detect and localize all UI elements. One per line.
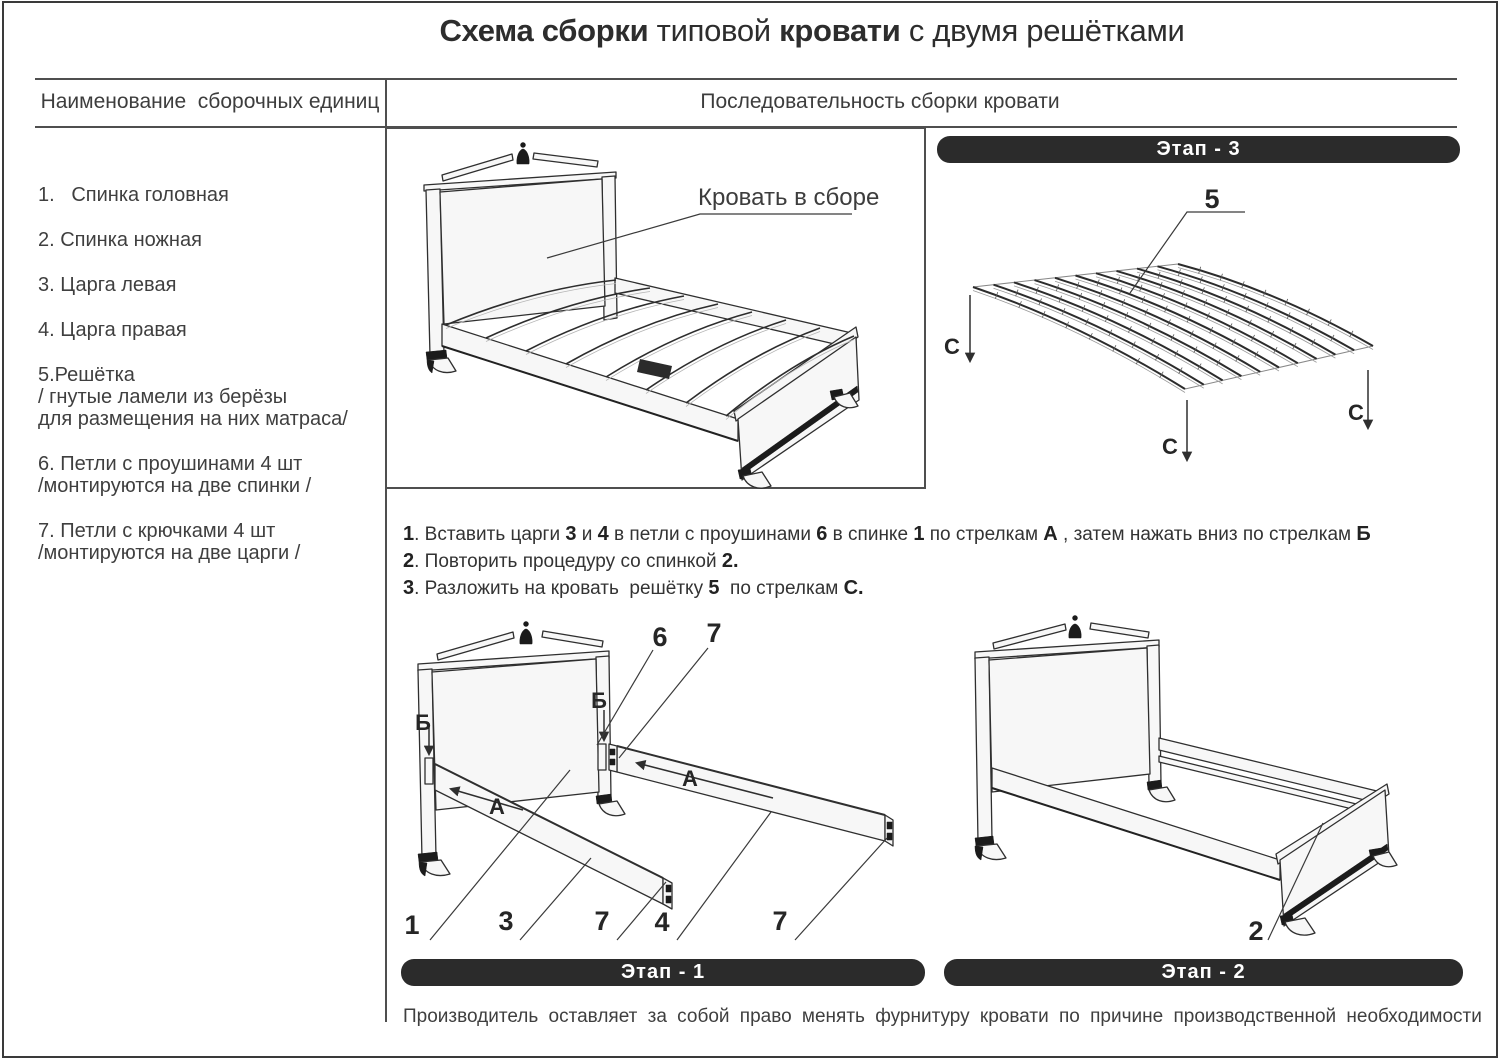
- hook-icon: [610, 759, 615, 765]
- hook-icon: [666, 896, 671, 903]
- finial-icon: [521, 143, 526, 148]
- assembled-bed-label: Кровать в сборе: [698, 184, 880, 211]
- parts-list-item: 1. Спинка головная: [38, 184, 229, 206]
- hinge-plate: [425, 758, 433, 784]
- stage2-bar: Этап - 2: [944, 959, 1463, 986]
- top-rule: [35, 78, 1457, 80]
- callout-7-leader: [619, 648, 708, 758]
- instruction-step: 1. Вставить царги 3 и 4 в петли с проушинами 6 в спинке 1 по стрелкам А , затем нажать вниз по стрелкам Б: [403, 523, 1371, 545]
- finial-icon: [524, 622, 529, 627]
- callout-label-7: 7: [772, 906, 788, 936]
- parts-list-item: 7. Петли с крючками 4 шт /монтируются на две царги /: [38, 520, 301, 564]
- hook-icon: [666, 885, 671, 892]
- center-badge: [637, 359, 672, 379]
- stage1-drawing: [395, 612, 935, 957]
- callout-label-2: 2: [1248, 916, 1264, 946]
- slat-grid: [973, 264, 1373, 393]
- callout-label-А: А: [682, 766, 698, 791]
- parts-list-item: 4. Царга правая: [38, 319, 187, 341]
- parts-list-item: 5.Решётка / гнутые ламели из берёзы для размещения на них матраса/: [38, 364, 348, 430]
- hook-icon: [887, 833, 892, 840]
- callout-label-7: 7: [594, 906, 610, 936]
- callout-label-С: С: [1348, 400, 1364, 425]
- side-rail-right: [609, 744, 893, 846]
- parts-list-item: 3. Царга левая: [38, 274, 177, 296]
- callout-label-Б: Б: [415, 710, 431, 735]
- stage1-bar: Этап - 1: [401, 959, 925, 986]
- callout-label-6: 6: [652, 622, 668, 652]
- headboard: [418, 622, 625, 877]
- sequence-column-header: Последовательность сборки кровати: [700, 90, 1060, 113]
- instruction-step: 3. Разложить на кровать решётку 5 по стрелкам С.: [403, 577, 864, 599]
- parts-list-item: 2. Спинка ножная: [38, 229, 202, 251]
- hook-icon: [610, 749, 615, 755]
- callout-label-4: 4: [654, 907, 670, 937]
- finial-icon: [1073, 616, 1078, 621]
- assembled-bed-drawing: [386, 128, 926, 486]
- callout-label-1: 1: [404, 910, 420, 940]
- parts-list: [38, 184, 380, 587]
- stage3-drawing: [935, 163, 1465, 483]
- callout-label-3: 3: [498, 906, 514, 936]
- instruction-step: 2. Повторить процедуру со спинкой 2.: [403, 550, 739, 572]
- page-title: Схема сборки типовой кровати с двумя решётками: [439, 13, 1185, 48]
- stage2-drawing: [945, 612, 1465, 957]
- callout-label-7: 7: [706, 618, 722, 648]
- callout-label-С: С: [944, 334, 960, 359]
- callout-label-5: 5: [1204, 184, 1220, 214]
- stage3-bar: Этап - 3: [937, 136, 1460, 163]
- callout-label-С: С: [1162, 434, 1178, 459]
- callout-4-leader: [677, 812, 771, 940]
- assembly-instructions: [403, 521, 1465, 602]
- parts-column-header: Наименование сборочных единиц: [40, 90, 380, 113]
- manufacturer-note: Производитель оставляет за собой право менять фурнитуру кровати по причине производственной необходимости: [403, 1006, 1482, 1027]
- callout-3-leader: [520, 858, 591, 940]
- parts-list-item: 6. Петли с проушинами 4 шт /монтируются на две спинки /: [38, 453, 312, 497]
- hinge-plate: [598, 744, 606, 770]
- callout-label-Б: Б: [591, 688, 607, 713]
- callout-label-А: А: [489, 794, 505, 819]
- callout-7-leader: [795, 838, 887, 940]
- hook-icon: [887, 822, 892, 829]
